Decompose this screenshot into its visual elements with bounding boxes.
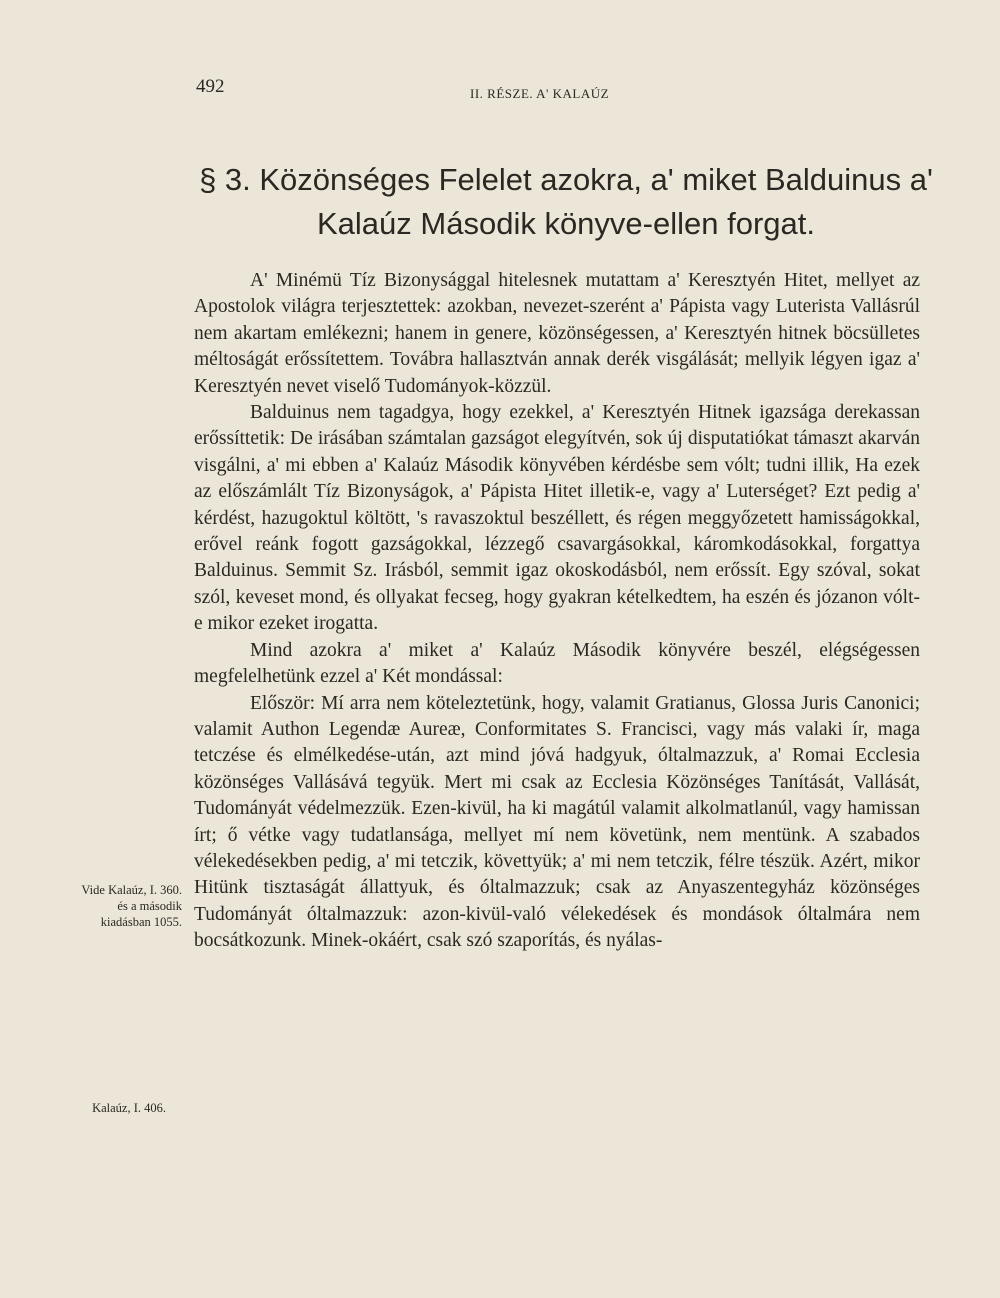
paragraph-3: Mind azokra a' miket a' Kalaúz Második könyvére beszél, elégségessen megfelelhetünk ezzel a' Két mondással: (194, 639, 920, 688)
paragraph-1: A' Minémü Tíz Bizonysággal hitelesnek mutattam a' Keresztyén Hitet, mellyet az Apostolok világra terjesztettek: azokban, nevezet-szerént a' Pápista vagy Luterista Vallásrúl nem akartam emlékezni; hanem in genere, közönségessen, a' Keresztyén hitnek böcsülletes méltoságát erőssítettem. Továbra hallasztván annak derék visgálását; mellyik légyen igaz a' Keresztyén nevet viselő Tudományok-közzül. (194, 270, 920, 397)
running-head: II. RÉSZE. A' KALAÚZ (470, 86, 610, 101)
body-text (194, 268, 920, 955)
section-title-line-2: Kalaúz Második könyve-ellen forgat. (317, 206, 815, 241)
margin-note-2: Kalaúz, I. 406. (92, 1101, 166, 1115)
paragraph-2: Balduinus nem tagadgya, hogy ezekkel, a' Keresztyén Hitnek igazsága derekassan erőssíttetik: De irásában számtalan gazságot elegyítvén, sok új disputatiókat támaszt akarván visgálni, a' mi ebben a' Kalaúz Második könyvében kérdésbe sem vólt; tudni illik, Ha ezek az előszámlált Tíz Bizonyságok, a' Pápista Hitet illetik-e, vagy a' Luterséget? Ezt pedig a' kérdést, hazugoktul költött, 's ravaszoktul beszéllett, és régen meggyőzetett hamisságokkal, erővel reánk fogott gazságokkal, lézzegő csavargásokkal, káromkodásokkal, forgattya Balduinus. Semmit Sz. Irásból, semmit igaz okoskodásból, nem erőssít. Egy szóval, sokat szól, keveset mond, és ollyakat fecseg, hogy gyakran kételkedtem, ha eszén és józanon vólt-e mikor ezeket irogatta. (194, 402, 920, 635)
paragraph-4: Először: Mí arra nem köteleztetünk, hogy, valamit Gratianus, Glossa Juris Canonici; valamit Authon Legendæ Aureæ, Conformitates S. Francisci, vagy más valaki ír, maga tetczése és elmélkedése-után, azt mind jóvá hadgyuk, óltalmazzuk, a' Romai Ecclesia közönséges Vallásává tegyük. Mert mi csak az Ecclesia Közönséges Tanítását, Vallását, Tudományát védelmezzük. Ezen-kivül, ha ki magátúl valamit alkolmatlanúl, vagy hamissan írt; ő vétke vagy tudatlansága, mellyet mí nem követünk, nem mentünk. A szabados vélekedésekben pedig, a' mi tetczik, követtyük; a' mi nem tetczik, félre tészük. Azért, mikor Hitünk tisztaságát állattyuk, és óltalmazzuk; csak az Anyaszentegyház közönséges Tudományát óltalmazzuk: azon-kivül-való vélekedések és mondások óltalmára nem bocsátkozunk. Minek-okáért, csak szó szaporítás, és nyálas- (194, 692, 920, 952)
page-number: 492 (196, 76, 225, 97)
section-title-line-1: § 3. Közönséges Felelet azokra, a' miket Balduinus a' (199, 162, 933, 197)
margin-note-1: Vide Kalaúz, I. 360. és a második kiadásban 1055. (81, 883, 182, 929)
section-title (196, 158, 936, 246)
